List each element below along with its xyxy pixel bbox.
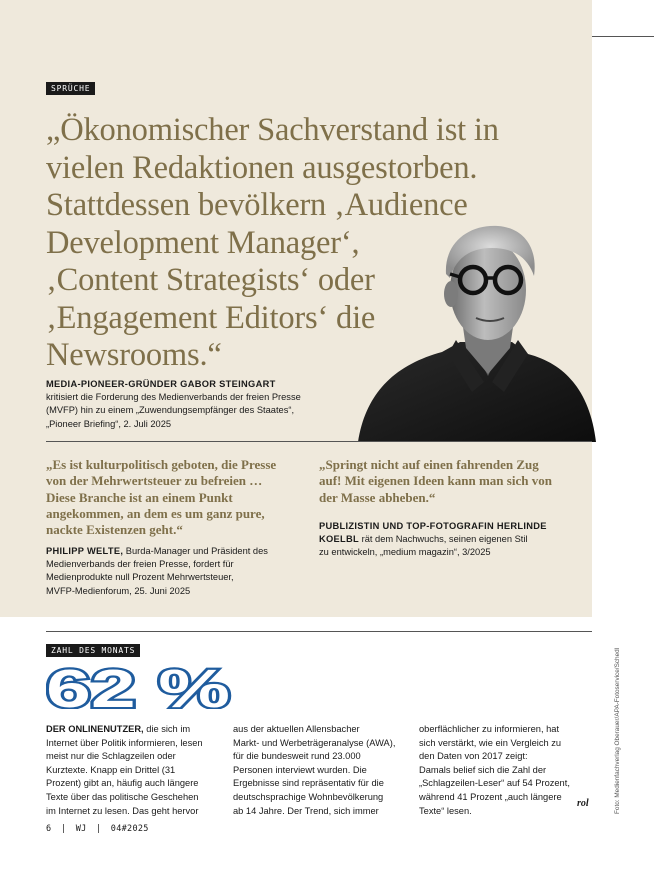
quote-line: angekommen, an dem es um ganz pure, <box>46 505 265 521</box>
attribution-line: rät dem Nachwuchs, seinen eigenen Stil <box>359 534 528 545</box>
section-divider <box>46 631 592 632</box>
article-line: den Daten von 2017 zeigt: <box>419 751 528 762</box>
magazine-name: WJ <box>75 824 87 834</box>
attribution-line: MVFP-Medienforum, 25. Juni 2025 <box>46 585 191 596</box>
main-quote-line: vielen Redaktionen ausgestorben. <box>46 149 478 186</box>
main-quote-line: Newsrooms.“ <box>46 337 222 373</box>
article-line: die sich im <box>143 724 191 734</box>
main-quote-attribution <box>46 378 301 431</box>
article-line: Damals belief sich die Zahl der <box>419 764 547 775</box>
top-rule <box>592 36 654 37</box>
main-quote-line: Development Manager‘, <box>46 224 360 261</box>
quote-welte <box>46 457 316 538</box>
article-line: Personen interviewt wurden. Die <box>233 764 367 775</box>
main-quote-line: Stattdessen bevölkern ‚Audience <box>46 187 468 223</box>
page-number: 6 <box>46 824 52 834</box>
quote-line: auf! Mit eigenen Ideen kann man sich von <box>319 473 552 489</box>
quote-line: „Springt nicht auf einen fahrenden Zug <box>319 457 539 472</box>
quote-koelbl-attribution <box>319 520 547 560</box>
article-line: meist nur die Schlagzeilen oder <box>46 751 176 762</box>
article-line: sich verstärkt, wie ein Vergleich zu <box>419 737 562 748</box>
article-column-1 <box>46 723 226 818</box>
attribution-name: PHILIPP WELTE, <box>46 546 124 556</box>
photo-credit-text: Foto: Medienfachverlag Oberauer/APA-Fotoservice/Schedl <box>614 647 621 814</box>
big-number-text: 62 % <box>46 667 230 709</box>
issue-number: 04#2025 <box>110 824 149 834</box>
quote-welte-attribution <box>46 545 268 598</box>
article-line: Prozent) gibt an, häufig auch längere <box>46 778 199 789</box>
article-line: während 41 Prozent „auch längere <box>419 791 562 802</box>
article-line: im Internet zu lesen. Das geht hervor <box>46 805 199 816</box>
main-quote-line: ‚Content Strategists‘ oder <box>46 262 375 298</box>
divider <box>46 441 592 442</box>
attribution-line: Medienverbands der freien Presse, fordert für <box>46 559 234 570</box>
attribution-line: Medienprodukte null Prozent Mehrwertsteuer, <box>46 572 234 583</box>
attribution-name: MEDIA-PIONEER-GRÜNDER GABOR STEINGART <box>46 379 276 389</box>
article-line: oberflächlicher zu informieren, hat <box>419 724 560 734</box>
article-column-3 <box>419 723 591 818</box>
attribution-line: „Pioneer Briefing“, 2. Juli 2025 <box>46 418 172 429</box>
section-tag-number: ZAHL DES MONATS <box>46 644 140 657</box>
quote-koelbl <box>319 457 589 506</box>
article-line: Texte über das politische Geschehen <box>46 791 199 802</box>
article-line: für die bundesweit rund 23.000 <box>233 751 361 762</box>
footer-separator: | <box>95 824 102 834</box>
page-footer <box>46 824 149 834</box>
attribution-line: kritisiert die Forderung des Medienverbands der freien Presse <box>46 392 301 403</box>
article-line: Markt- und Werbeträgeranalyse (AWA), <box>233 737 396 748</box>
quote-line: Diese Branche ist an einem Punkt <box>46 489 233 505</box>
article-column-2 <box>233 723 413 818</box>
attribution-name: KOELBL <box>319 534 360 545</box>
author-signature: rol <box>577 798 589 809</box>
section-tag-quotes: SPRÜCHE <box>46 82 95 95</box>
article-line: Internet über Politik informieren, lesen <box>46 737 203 748</box>
article-line: aus der aktuellen Allensbacher <box>233 724 360 734</box>
quote-line: der Masse abheben.“ <box>319 489 436 505</box>
article-line: deutschsprachige Wohnbevölkerung <box>233 791 384 802</box>
article-line: Ergebnisse sind repräsentativ für die <box>233 778 384 789</box>
footer-separator: | <box>60 824 67 834</box>
article-lead: DER ONLINENUTZER, <box>46 724 144 734</box>
article-line: „Schlagzeilen-Leser“ auf 54 Prozent, <box>419 778 570 789</box>
main-quote-line: ‚Engagement Editors‘ die <box>46 299 376 336</box>
big-number <box>46 667 246 709</box>
attribution-line: (MVFP) hin zu einem „Zuwendungsempfänger des Staates“, <box>46 405 295 416</box>
article-line: Kurztexte. Knapp ein Drittel (31 <box>46 764 176 775</box>
quote-line: „Es ist kulturpolitisch geboten, die Presse <box>46 457 277 472</box>
quote-line: nackte Existenzen geht.“ <box>46 522 183 538</box>
portrait-photo <box>352 214 598 442</box>
attribution-name: PUBLIZISTIN UND TOP-FOTOGRAFIN HERLINDE <box>319 521 547 531</box>
attribution-line: Burda-Manager und Präsident des <box>123 546 268 556</box>
article-line: Texte“ lesen. <box>419 805 472 816</box>
quote-line: von der Mehrwertsteuer zu befreien … <box>46 473 263 489</box>
photo-credit <box>612 626 622 814</box>
article-line: ab 14 Jahre. Der Trend, sich immer <box>233 805 379 816</box>
main-quote-line: „Ökonomischer Sachverstand ist in <box>46 112 499 148</box>
attribution-line: zu entwickeln, „medium magazin“, 3/2025 <box>319 547 491 558</box>
